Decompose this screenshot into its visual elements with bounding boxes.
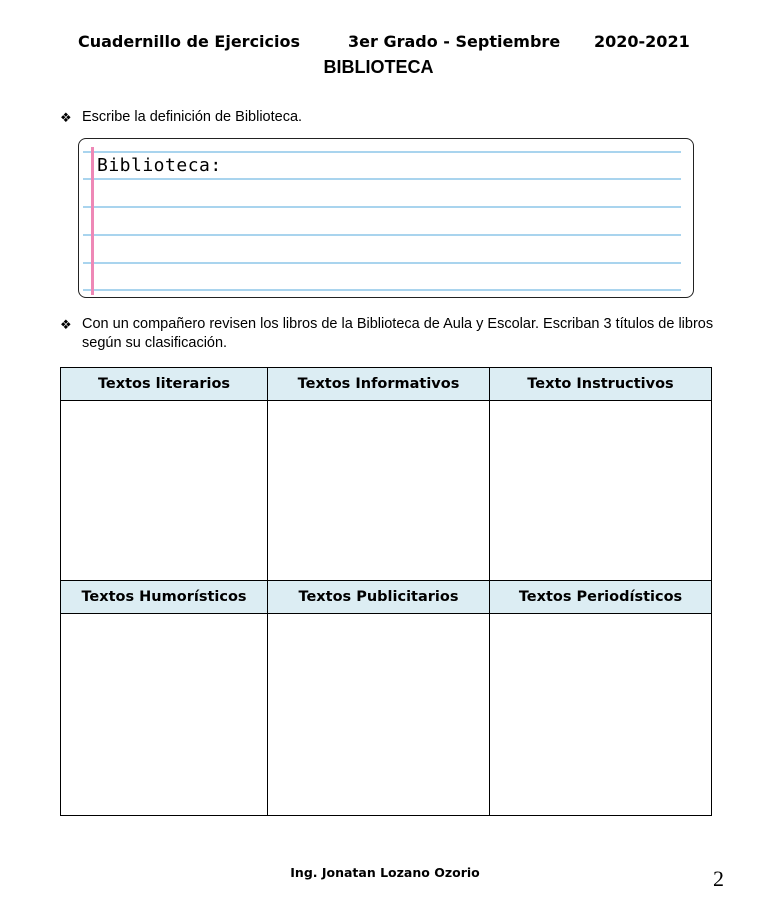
notebook-label: Biblioteca:: [97, 155, 222, 176]
instruction-text: Con un compañero revisen los libros de la Biblioteca de Aula y Escolar. Escriban 3 títulos de libros según su clasificación.: [82, 316, 714, 351]
header-textos-informativos: Textos Informativos: [268, 368, 490, 401]
answer-cell-instructivos[interactable]: [490, 401, 712, 581]
answer-cell-periodisticos[interactable]: [490, 614, 712, 816]
answer-cell-informativos[interactable]: [268, 401, 490, 581]
ruled-line: [83, 262, 681, 264]
classification-table: [60, 367, 712, 816]
ruled-line: [83, 289, 681, 291]
answer-cell-publicitarios[interactable]: [268, 614, 490, 816]
diamond-bullet-icon: ❖: [60, 110, 72, 125]
instruction-1: [60, 108, 720, 127]
ruled-line: [83, 206, 681, 208]
header-texto-instructivos: Texto Instructivos: [490, 368, 712, 401]
ruled-line: [83, 151, 681, 153]
header-textos-periodisticos: Textos Periodísticos: [490, 580, 712, 613]
school-year: 2020-2021: [594, 32, 690, 51]
instruction-text: Escribe la definición de Biblioteca.: [82, 109, 303, 125]
definition-writing-box[interactable]: [78, 138, 694, 298]
page-number: 2: [713, 866, 724, 891]
ruled-line: [83, 234, 681, 236]
header-textos-literarios: Textos literarios: [61, 368, 268, 401]
ruled-line: [83, 178, 681, 180]
header-textos-humoristicos: Textos Humorísticos: [61, 580, 268, 613]
diamond-bullet-icon: ❖: [60, 317, 72, 332]
booklet-title: Cuadernillo de Ejercicios: [78, 32, 301, 51]
margin-line: [91, 147, 94, 295]
answer-cell-humoristicos[interactable]: [61, 614, 268, 816]
grade-month: 3er Grado - Septiembre: [348, 32, 561, 51]
footer-author: Ing. Jonatan Lozano Ozorio: [290, 865, 480, 880]
page-title: BIBLIOTECA: [323, 57, 434, 77]
answer-cell-literarios[interactable]: [61, 401, 268, 581]
header-textos-publicitarios: Textos Publicitarios: [268, 580, 490, 613]
instruction-2: [60, 315, 720, 353]
